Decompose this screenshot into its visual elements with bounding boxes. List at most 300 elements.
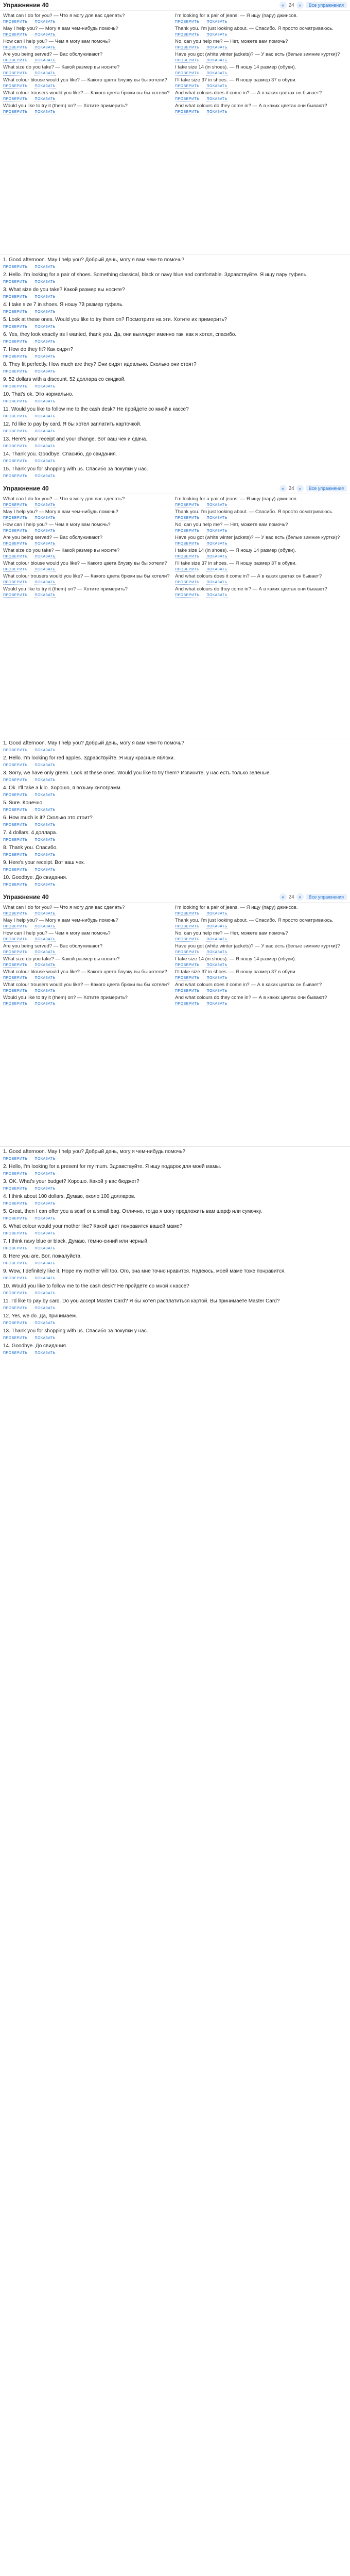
check-button[interactable]: ПРОВЕРИТЬ	[175, 97, 200, 101]
show-button[interactable]: ПОКАЗАТЬ	[206, 542, 227, 546]
show-button[interactable]: ПОКАЗАТЬ	[34, 414, 56, 418]
check-button[interactable]: ПРОВЕРИТЬ	[3, 912, 28, 916]
next-page-button[interactable]: »	[296, 485, 304, 492]
show-button[interactable]: ПОКАЗАТЬ	[34, 1306, 56, 1310]
check-button[interactable]: ПРОВЕРИТЬ	[3, 1172, 28, 1176]
check-button[interactable]: ПРОВЕРИТЬ	[3, 1321, 28, 1325]
show-button[interactable]: ПОКАЗАТЬ	[34, 1246, 56, 1250]
show-button[interactable]: ПОКАЗАТЬ	[34, 503, 56, 507]
check-row	[3, 529, 175, 533]
show-button[interactable]: ПОКАЗАТЬ	[34, 384, 56, 388]
show-button[interactable]: ПОКАЗАТЬ	[34, 1231, 56, 1235]
show-button[interactable]: ПОКАЗАТЬ	[34, 1216, 56, 1221]
show-button[interactable]: ПОКАЗАТЬ	[34, 925, 56, 928]
check-button[interactable]: ПРОВЕРИТЬ	[175, 951, 200, 954]
check-row	[3, 33, 175, 37]
dialogue-item	[3, 969, 175, 975]
show-button[interactable]: ПОКАЗАТЬ	[206, 516, 227, 520]
dialogue-item	[175, 930, 347, 937]
show-button[interactable]: ПОКАЗАТЬ	[34, 1291, 56, 1295]
check-button[interactable]: ПРОВЕРИТЬ	[3, 354, 28, 359]
dialogue-line: What size do you take? — Какой размер вы носите?	[3, 548, 120, 553]
check-button[interactable]: ПРОВЕРИТЬ	[3, 444, 28, 448]
check-button[interactable]: ПРОВЕРИТЬ	[3, 1157, 28, 1161]
show-button[interactable]: ПОКАЗАТЬ	[34, 823, 56, 827]
show-button[interactable]: ПОКАЗАТЬ	[34, 838, 56, 842]
page-title: Упражнение 40	[3, 485, 49, 492]
dialogue-item	[3, 905, 175, 911]
check-row	[3, 1246, 347, 1252]
check-row	[3, 110, 175, 114]
show-button[interactable]: ПОКАЗАТЬ	[34, 529, 56, 533]
dialogue-item	[3, 64, 175, 71]
check-button[interactable]: ПРОВЕРИТЬ	[3, 763, 28, 767]
answer-line: 3. Sorry, we have only green. Look at these ones. Would you like to try them? Извините, у нас есть только зелёные.	[3, 770, 271, 776]
all-exercises-link[interactable]: Все упражнения	[306, 2, 347, 8]
check-row	[3, 384, 347, 391]
show-button[interactable]: ПОКАЗАТЬ	[34, 33, 56, 37]
dialogue-line: I take size 14 (in shoes). — Я ношу 14 размер (обуви).	[175, 548, 296, 553]
check-button[interactable]: ПРОВЕРИТЬ	[3, 1187, 28, 1191]
check-button[interactable]: ПРОВЕРИТЬ	[3, 529, 28, 533]
check-button[interactable]: ПРОВЕРИТЬ	[3, 823, 28, 827]
check-button[interactable]: ПРОВЕРИТЬ	[3, 46, 28, 49]
check-row	[3, 1201, 347, 1208]
check-row	[3, 807, 347, 814]
page-title: Упражнение 40	[3, 2, 49, 9]
show-button[interactable]: ПОКАЗАТЬ	[34, 369, 56, 374]
check-row	[3, 84, 175, 89]
show-button[interactable]: ПОКАЗАТЬ	[34, 46, 56, 49]
show-button[interactable]: ПОКАЗАТЬ	[34, 1336, 56, 1340]
check-button[interactable]: ПРОВЕРИТЬ	[175, 20, 200, 24]
check-button[interactable]: ПРОВЕРИТЬ	[3, 542, 28, 546]
answer-line: 12. I'd like to pay by card. Я бы хотел заплатить карточкой.	[3, 421, 142, 427]
check-row	[3, 46, 175, 50]
check-button[interactable]: ПРОВЕРИТЬ	[3, 748, 28, 752]
show-button[interactable]: ПОКАЗАТЬ	[206, 503, 227, 507]
answer-line: 14. Goodbye. До свидания.	[3, 1343, 67, 1349]
dialogue-item	[3, 943, 175, 950]
show-button[interactable]: ПОКАЗАТЬ	[206, 59, 227, 62]
dialogue-item	[175, 586, 347, 592]
check-button[interactable]: ПРОВЕРИТЬ	[175, 59, 200, 62]
check-row	[175, 938, 347, 942]
show-button[interactable]: ПОКАЗАТЬ	[206, 925, 227, 928]
check-button[interactable]: ПРОВЕРИТЬ	[3, 951, 28, 954]
check-button[interactable]: ПРОВЕРИТЬ	[3, 474, 28, 478]
check-button[interactable]: ПРОВЕРИТЬ	[3, 938, 28, 941]
dialogue-line: Thank you. I'm just looking about. — Спасибо. Я просто осматриваюсь.	[175, 509, 334, 515]
all-exercises-link[interactable]: Все упражнения	[306, 894, 347, 900]
show-button[interactable]: ПОКАЗАТЬ	[206, 33, 227, 37]
check-button[interactable]: ПРОВЕРИТЬ	[3, 110, 28, 114]
show-button[interactable]: ПОКАЗАТЬ	[34, 853, 56, 857]
check-button[interactable]: ПРОВЕРИТЬ	[3, 1002, 28, 1006]
answer-line: 14. Thank you. Goodbye. Спасибо, до свидания.	[3, 451, 117, 457]
check-button[interactable]: ПРОВЕРИТЬ	[3, 280, 28, 284]
show-button[interactable]: ПОКАЗАТЬ	[34, 97, 56, 101]
dialogue-item	[3, 918, 175, 924]
show-button[interactable]: ПОКАЗАТЬ	[34, 1261, 56, 1265]
check-button[interactable]: ПРОВЕРИТЬ	[3, 778, 28, 782]
left-column	[3, 13, 175, 116]
show-button[interactable]: ПОКАЗАТЬ	[206, 529, 227, 533]
check-button[interactable]: ПРОВЕРИТЬ	[3, 310, 28, 314]
all-exercises-link[interactable]: Все упражнения	[306, 485, 347, 492]
check-button[interactable]: ПРОВЕРИТЬ	[3, 325, 28, 329]
check-row	[3, 1335, 347, 1342]
check-row	[3, 882, 347, 889]
show-button[interactable]: ПОКАЗАТЬ	[34, 568, 56, 571]
check-row	[175, 912, 347, 916]
show-button[interactable]: ПОКАЗАТЬ	[34, 295, 56, 299]
dialogue-item	[175, 956, 347, 962]
show-button[interactable]: ПОКАЗАТЬ	[34, 444, 56, 448]
check-row	[175, 503, 347, 507]
show-button[interactable]: ПОКАЗАТЬ	[34, 542, 56, 546]
check-row	[3, 1320, 347, 1327]
dialogue-line: How can I help you? — Чем я могу вам помочь?	[3, 522, 111, 528]
show-button[interactable]: ПОКАЗАТЬ	[34, 1172, 56, 1176]
check-row	[175, 33, 347, 37]
dialogue-item	[175, 535, 347, 541]
check-button[interactable]: ПРОВЕРИТЬ	[3, 1351, 28, 1355]
check-row	[3, 309, 347, 316]
answer-line: 5. Great, then I can offer you a scarf or a small bag. Отлично, тогда я могу предложить вам шарф или сумочку.	[3, 1209, 262, 1214]
check-button[interactable]: ПРОВЕРИТЬ	[3, 516, 28, 520]
show-button[interactable]: ПОКАЗАТЬ	[206, 72, 227, 75]
show-button[interactable]: ПОКАЗАТЬ	[34, 20, 56, 24]
show-button[interactable]: ПОКАЗАТЬ	[34, 1187, 56, 1191]
show-button[interactable]: ПОКАЗАТЬ	[34, 1321, 56, 1325]
show-button[interactable]: ПОКАЗАТЬ	[206, 110, 227, 114]
answer-line: 11. Would you like to follow me to the cash desk? Не пройдете со мной к кассе?	[3, 406, 189, 412]
dialogue-line: No, can you help me? — Нет, можете вам помочь?	[175, 39, 288, 44]
dialogue-line: What colour trousers would you like? — Какого цвета брюки вы бы хотели?	[3, 90, 170, 96]
show-button[interactable]: ПОКАЗАТЬ	[34, 474, 56, 478]
check-button[interactable]: ПРОВЕРИТЬ	[3, 340, 28, 344]
answer-line: 8. Thank you. Спасибо.	[3, 845, 58, 851]
show-button[interactable]: ПОКАЗАТЬ	[34, 354, 56, 359]
check-button[interactable]: ПРОВЕРИТЬ	[3, 1216, 28, 1221]
answer-line: 12. Yes, we do. Да, принимаем.	[3, 1313, 77, 1319]
check-button[interactable]: ПРОВЕРИТЬ	[3, 853, 28, 857]
dialogue-item	[3, 573, 175, 580]
check-row	[3, 1231, 347, 1238]
dialogue-item	[3, 586, 175, 592]
show-button[interactable]: ПОКАЗАТЬ	[34, 868, 56, 872]
check-row	[3, 581, 175, 585]
check-button[interactable]: ПРОВЕРИТЬ	[3, 808, 28, 812]
dialogue-line: Thank you. I'm just looking about. — Спасибо. Я просто осматриваюсь.	[175, 26, 334, 31]
check-button[interactable]: ПРОВЕРИТЬ	[3, 793, 28, 797]
check-button[interactable]: ПРОВЕРИТЬ	[3, 59, 28, 62]
show-button[interactable]: ПОКАЗАТЬ	[34, 1351, 56, 1355]
check-button[interactable]: ПРОВЕРИТЬ	[3, 97, 28, 101]
check-button[interactable]: ПРОВЕРИТЬ	[3, 963, 28, 967]
answer-text	[0, 255, 350, 483]
answer-line: 3. OK. What's your budget? Хорошо. Какой у вас бюджет?	[3, 1179, 139, 1184]
check-row	[175, 516, 347, 520]
right-column	[175, 905, 347, 1008]
show-button[interactable]: ПОКАЗАТЬ	[206, 84, 227, 88]
check-row	[3, 503, 175, 507]
check-button[interactable]: ПРОВЕРИТЬ	[175, 963, 200, 967]
dialogue-item	[3, 548, 175, 554]
check-button[interactable]: ПРОВЕРИТЬ	[3, 384, 28, 388]
show-button[interactable]: ПОКАЗАТЬ	[206, 555, 227, 558]
check-row	[175, 59, 347, 63]
check-button[interactable]: ПРОВЕРИТЬ	[175, 46, 200, 49]
dialogue-line: May I help you? — Могу я вам чем-нибудь помочь?	[3, 509, 118, 515]
check-button[interactable]: ПРОВЕРИТЬ	[3, 414, 28, 418]
show-button[interactable]: ПОКАЗАТЬ	[34, 280, 56, 284]
check-button[interactable]: ПРОВЕРИТЬ	[3, 1246, 28, 1250]
check-button[interactable]: ПРОВЕРИТЬ	[175, 912, 200, 916]
show-button[interactable]: ПОКАЗАТЬ	[34, 1201, 56, 1206]
check-button[interactable]: ПРОВЕРИТЬ	[3, 1306, 28, 1310]
show-button[interactable]: ПОКАЗАТЬ	[34, 84, 56, 88]
check-button[interactable]: ПРОВЕРИТЬ	[3, 1336, 28, 1340]
dialogue-item	[3, 956, 175, 962]
show-button[interactable]: ПОКАЗАТЬ	[206, 20, 227, 24]
check-button[interactable]: ПРОВЕРИТЬ	[175, 84, 200, 88]
show-button[interactable]: ПОКАЗАТЬ	[34, 951, 56, 954]
dialogue-line: What size do you take? — Какой размер вы носите?	[3, 956, 120, 962]
dialogue-line: How can I help you? — Чем я могу вам помочь?	[3, 930, 111, 936]
check-button[interactable]: ПРОВЕРИТЬ	[175, 581, 200, 584]
check-row	[3, 555, 175, 559]
check-row	[175, 581, 347, 585]
check-button[interactable]: ПРОВЕРИТЬ	[3, 976, 28, 980]
show-button[interactable]: ПОКАЗАТЬ	[34, 310, 56, 314]
dialogue-item	[175, 982, 347, 988]
check-button[interactable]: ПРОВЕРИТЬ	[3, 429, 28, 433]
dialogue-item	[175, 52, 347, 58]
answer-line: 1. Good afternoon. May I help you? Добрый день, могу я вам чем-то помочь?	[3, 257, 184, 263]
dialogue-line: What can I do for you? — Что я могу для вас сделать?	[3, 13, 125, 19]
check-button[interactable]: ПРОВЕРИТЬ	[175, 516, 200, 520]
check-row	[3, 976, 175, 980]
dialogue-item	[175, 905, 347, 911]
check-button[interactable]: ПРОВЕРИТЬ	[3, 459, 28, 463]
check-row	[175, 989, 347, 993]
dialogue-item	[3, 26, 175, 32]
check-row	[3, 1002, 175, 1006]
answer-line: 7. I think navy blue or black. Думаю, тёмно-синий или чёрный.	[3, 1239, 149, 1244]
show-button[interactable]: ПОКАЗАТЬ	[34, 938, 56, 941]
pagination	[279, 893, 347, 901]
check-row	[3, 339, 347, 346]
dialogue-item	[175, 77, 347, 83]
dialogue-item	[175, 496, 347, 502]
show-button[interactable]: ПОКАЗАТЬ	[206, 581, 227, 584]
next-page-button[interactable]: »	[296, 893, 304, 901]
check-row	[3, 748, 347, 754]
answer-line: 8. Here you are. Вот, пожалуйста.	[3, 1253, 82, 1259]
answer-line: 7. 4 dollars. 4 доллара.	[3, 830, 58, 836]
page-number: 24	[288, 485, 294, 492]
show-button[interactable]: ПОКАЗАТЬ	[34, 976, 56, 980]
check-row	[3, 938, 175, 942]
show-button[interactable]: ПОКАЗАТЬ	[206, 976, 227, 980]
show-button[interactable]: ПОКАЗАТЬ	[206, 568, 227, 571]
check-button[interactable]: ПРОВЕРИТЬ	[3, 868, 28, 872]
show-button[interactable]: ПОКАЗАТЬ	[34, 594, 56, 597]
dialogue-item	[175, 548, 347, 554]
check-button[interactable]: ПРОВЕРИТЬ	[3, 265, 28, 269]
check-button[interactable]: ПРОВЕРИТЬ	[3, 568, 28, 571]
check-row	[3, 429, 347, 435]
show-button[interactable]: ПОКАЗАТЬ	[34, 1002, 56, 1006]
show-button[interactable]: ПОКАЗАТЬ	[34, 59, 56, 62]
show-button[interactable]: ПОКАЗАТЬ	[34, 808, 56, 812]
show-button[interactable]: ПОКАЗАТЬ	[34, 989, 56, 993]
check-button[interactable]: ПРОВЕРИТЬ	[3, 503, 28, 507]
check-row	[3, 912, 175, 916]
check-button[interactable]: ПРОВЕРИТЬ	[175, 925, 200, 928]
show-button[interactable]: ПОКАЗАТЬ	[34, 883, 56, 887]
check-button[interactable]: ПРОВЕРИТЬ	[3, 989, 28, 993]
check-button[interactable]: ПРОВЕРИТЬ	[3, 33, 28, 37]
check-button[interactable]: ПРОВЕРИТЬ	[3, 1291, 28, 1295]
check-button[interactable]: ПРОВЕРИТЬ	[175, 938, 200, 941]
dialogue-line: What size do you take? — Какой размер вы носите?	[3, 64, 120, 70]
check-row	[3, 459, 347, 465]
check-button[interactable]: ПРОВЕРИТЬ	[175, 976, 200, 980]
dialogue-item	[175, 561, 347, 567]
answer-text	[0, 738, 350, 892]
dialogue-item	[3, 522, 175, 528]
check-row	[175, 110, 347, 114]
show-button[interactable]: ПОКАЗАТЬ	[206, 912, 227, 916]
show-button[interactable]: ПОКАЗАТЬ	[34, 581, 56, 584]
check-button[interactable]: ПРОВЕРИТЬ	[3, 84, 28, 88]
check-button[interactable]: ПРОВЕРИТЬ	[175, 542, 200, 546]
check-button[interactable]: ПРОВЕРИТЬ	[3, 581, 28, 584]
dialogue-line: What colour blouse would you like? — Какого цвета блузку вы бы хотели?	[3, 969, 167, 975]
dialogue-line: I'll take size 37 in shoes. — Я ношу размер 37 в обуви.	[175, 77, 297, 83]
prev-page-button[interactable]: «	[279, 2, 287, 9]
show-button[interactable]: ПОКАЗАТЬ	[34, 1157, 56, 1161]
show-button[interactable]: ПОКАЗАТЬ	[34, 963, 56, 967]
answer-line: 13. Thank you for shopping with us. Спасибо за покупки у нас.	[3, 1328, 148, 1334]
show-button[interactable]: ПОКАЗАТЬ	[34, 459, 56, 463]
check-button[interactable]: ПРОВЕРИТЬ	[175, 1002, 200, 1006]
check-button[interactable]: ПРОВЕРИТЬ	[175, 568, 200, 571]
dialogue-line: What can I do for you? — Что я могу для вас сделать?	[3, 496, 125, 502]
show-button[interactable]: ПОКАЗАТЬ	[34, 763, 56, 767]
prev-page-button[interactable]: «	[279, 485, 287, 492]
check-button[interactable]: ПРОВЕРИТЬ	[3, 883, 28, 887]
show-button[interactable]: ПОКАЗАТЬ	[34, 555, 56, 558]
check-button[interactable]: ПРОВЕРИТЬ	[3, 1201, 28, 1206]
check-button[interactable]: ПРОВЕРИТЬ	[3, 72, 28, 75]
check-button[interactable]: ПРОВЕРИТЬ	[3, 20, 28, 24]
show-button[interactable]: ПОКАЗАТЬ	[206, 594, 227, 597]
show-button[interactable]: ПОКАЗАТЬ	[206, 951, 227, 954]
show-button[interactable]: ПОКАЗАТЬ	[206, 1002, 227, 1006]
show-button[interactable]: ПОКАЗАТЬ	[34, 912, 56, 916]
check-row	[175, 951, 347, 955]
check-button[interactable]: ПРОВЕРИТЬ	[175, 555, 200, 558]
show-button[interactable]: ПОКАЗАТЬ	[34, 72, 56, 75]
show-button[interactable]: ПОКАЗАТЬ	[34, 110, 56, 114]
check-button[interactable]: ПРОВЕРИТЬ	[3, 838, 28, 842]
dialogue-item	[3, 13, 175, 19]
show-button[interactable]: ПОКАЗАТЬ	[34, 778, 56, 782]
dialogue-line: I take size 14 (in shoes). — Я ношу 14 размер (обуви).	[175, 956, 296, 962]
check-button[interactable]: ПРОВЕРИТЬ	[175, 529, 200, 533]
check-button[interactable]: ПРОВЕРИТЬ	[3, 295, 28, 299]
check-row	[3, 1291, 347, 1297]
next-page-button[interactable]: »	[296, 2, 304, 9]
dialogue-item	[175, 969, 347, 975]
show-button[interactable]: ПОКАЗАТЬ	[34, 748, 56, 752]
prev-page-button[interactable]: «	[279, 893, 287, 901]
answer-line: 3. What size do you take? Какой размер вы носите?	[3, 287, 125, 293]
check-button[interactable]: ПРОВЕРИТЬ	[3, 555, 28, 558]
show-button[interactable]: ПОКАЗАТЬ	[206, 989, 227, 993]
show-button[interactable]: ПОКАЗАТЬ	[34, 265, 56, 269]
show-button[interactable]: ПОКАЗАТЬ	[34, 325, 56, 329]
check-button[interactable]: ПРОВЕРИТЬ	[175, 72, 200, 75]
dialogue-item	[3, 39, 175, 45]
check-button[interactable]: ПРОВЕРИТЬ	[3, 1231, 28, 1235]
check-button[interactable]: ПРОВЕРИТЬ	[3, 1261, 28, 1265]
dialogue-line: May I help you? — Могу я вам чем-нибудь помочь?	[3, 26, 118, 31]
check-row	[3, 925, 175, 929]
show-button[interactable]: ПОКАЗАТЬ	[34, 429, 56, 433]
show-button[interactable]: ПОКАЗАТЬ	[34, 340, 56, 344]
check-button[interactable]: ПРОВЕРИТЬ	[3, 399, 28, 403]
check-row	[3, 1156, 347, 1163]
answer-line: 1. Good afternoon. May I help you? Добрый день, могу я чем-нибудь помочь?	[3, 1149, 185, 1155]
show-button[interactable]: ПОКАЗАТЬ	[206, 46, 227, 49]
check-button[interactable]: ПРОВЕРИТЬ	[175, 110, 200, 114]
answer-line: 4. Ok. I'll take a kilo. Хорошо, я возьму килограмм.	[3, 785, 122, 791]
show-button[interactable]: ПОКАЗАТЬ	[34, 793, 56, 797]
check-row	[3, 822, 347, 829]
exercise-header	[0, 483, 350, 494]
check-row	[175, 963, 347, 968]
check-button[interactable]: ПРОВЕРИТЬ	[175, 33, 200, 37]
check-row	[175, 97, 347, 101]
check-button[interactable]: ПРОВЕРИТЬ	[175, 594, 200, 597]
check-button[interactable]: ПРОВЕРИТЬ	[3, 594, 28, 597]
page-number: 24	[288, 2, 294, 8]
answer-line: 15. Thank you for shopping with us. Спасибо за покупки у нас.	[3, 466, 148, 472]
check-button[interactable]: ПРОВЕРИТЬ	[175, 989, 200, 993]
check-button[interactable]: ПРОВЕРИТЬ	[3, 925, 28, 928]
show-button[interactable]: ПОКАЗАТЬ	[34, 399, 56, 403]
check-button[interactable]: ПРОВЕРИТЬ	[175, 503, 200, 507]
show-button[interactable]: ПОКАЗАТЬ	[34, 1276, 56, 1280]
dialogue-line: I'm looking for a pair of jeans. — Я ищу (пару) джинсов.	[175, 496, 298, 502]
check-button[interactable]: ПРОВЕРИТЬ	[3, 369, 28, 374]
check-button[interactable]: ПРОВЕРИТЬ	[3, 1276, 28, 1280]
show-button[interactable]: ПОКАЗАТЬ	[34, 516, 56, 520]
check-row	[3, 414, 347, 420]
show-button[interactable]: ПОКАЗАТЬ	[206, 963, 227, 967]
show-button[interactable]: ПОКАЗАТЬ	[206, 938, 227, 941]
check-row	[3, 369, 347, 376]
show-button[interactable]: ПОКАЗАТЬ	[206, 97, 227, 101]
page-number: 24	[288, 894, 294, 900]
check-row	[3, 792, 347, 799]
check-row	[3, 20, 175, 24]
